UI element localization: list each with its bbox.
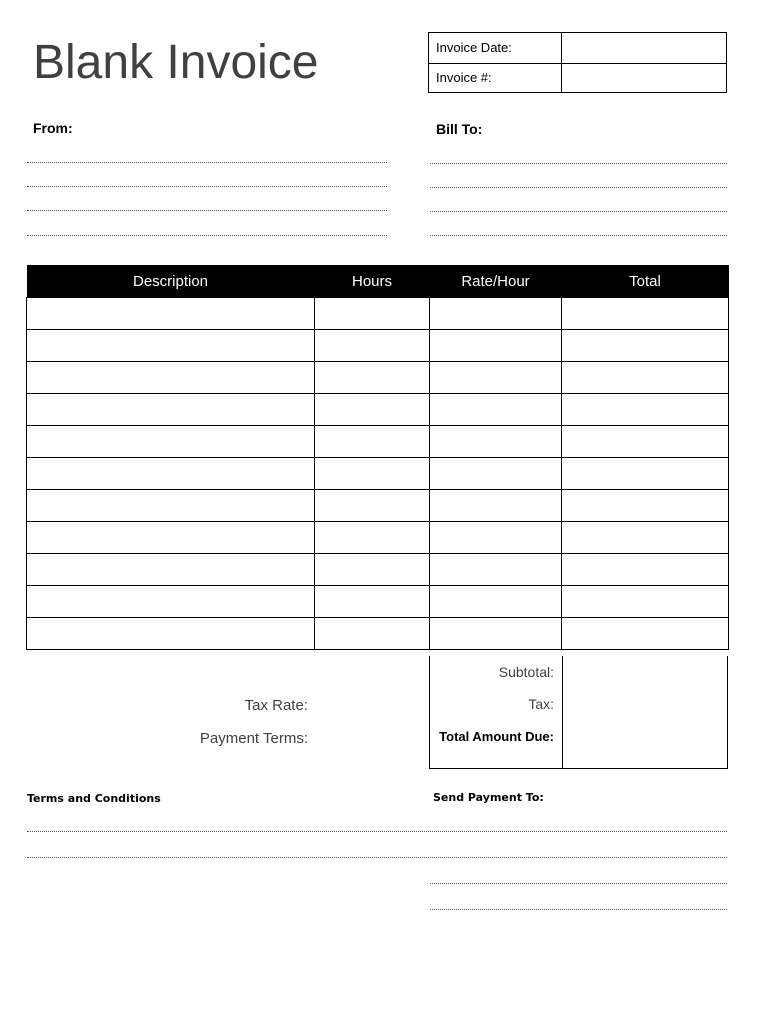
table-row (27, 554, 729, 586)
from-line[interactable] (27, 235, 387, 236)
rate-cell[interactable] (430, 490, 562, 522)
total-cell[interactable] (562, 330, 729, 362)
hours-cell[interactable] (315, 586, 430, 618)
table-row (27, 330, 729, 362)
invoice-number-row (429, 63, 726, 93)
rate-cell[interactable] (430, 554, 562, 586)
hours-cell[interactable] (315, 618, 430, 650)
payment-terms-label: Payment Terms: (199, 730, 308, 747)
from-line[interactable] (27, 162, 387, 163)
total-cell[interactable] (562, 426, 729, 458)
bill-to-heading: Bill To: (436, 121, 483, 137)
total-cell[interactable] (562, 458, 729, 490)
rate-cell[interactable] (430, 618, 562, 650)
description-cell[interactable] (27, 330, 315, 362)
invoice-meta-box (428, 32, 727, 93)
summary-divider (562, 656, 563, 768)
description-cell[interactable] (27, 458, 315, 490)
total-cell[interactable] (562, 298, 729, 330)
table-row (27, 362, 729, 394)
description-cell[interactable] (27, 618, 315, 650)
hours-cell[interactable] (315, 554, 430, 586)
hours-cell[interactable] (315, 522, 430, 554)
rate-cell[interactable] (430, 330, 562, 362)
total-cell[interactable] (562, 586, 729, 618)
bill-to-line[interactable] (430, 163, 727, 164)
table-header-row (27, 265, 729, 298)
rate-cell[interactable] (430, 522, 562, 554)
hours-cell[interactable] (315, 362, 430, 394)
rate-cell[interactable] (430, 362, 562, 394)
hours-cell[interactable] (315, 394, 430, 426)
table-row (27, 394, 729, 426)
description-cell[interactable] (27, 298, 315, 330)
description-header: Description (27, 265, 315, 298)
hours-cell[interactable] (315, 458, 430, 490)
total-cell[interactable] (562, 394, 729, 426)
total-cell[interactable] (562, 618, 729, 650)
table-row (27, 586, 729, 618)
table-row (27, 298, 729, 330)
hours-cell[interactable] (315, 490, 430, 522)
rate-header: Rate/Hour (430, 265, 562, 298)
table-row (27, 490, 729, 522)
total-cell[interactable] (562, 490, 729, 522)
table-row (27, 426, 729, 458)
terms-line[interactable] (27, 831, 727, 832)
rate-cell[interactable] (430, 586, 562, 618)
line-items-table (26, 265, 729, 650)
rate-cell[interactable] (430, 426, 562, 458)
invoice-date-row (429, 33, 726, 64)
description-cell[interactable] (27, 586, 315, 618)
description-cell[interactable] (27, 522, 315, 554)
description-cell[interactable] (27, 554, 315, 586)
terms-heading: Terms and Conditions (27, 792, 161, 805)
bill-to-line[interactable] (430, 211, 727, 212)
total-cell[interactable] (562, 554, 729, 586)
page-title: Blank Invoice (33, 36, 319, 89)
description-cell[interactable] (27, 426, 315, 458)
table-row (27, 618, 729, 650)
total-cell[interactable] (562, 522, 729, 554)
summary-box (429, 656, 728, 769)
from-line[interactable] (27, 186, 387, 187)
description-cell[interactable] (27, 362, 315, 394)
bill-to-line[interactable] (430, 235, 727, 236)
total-header: Total (562, 265, 729, 298)
rate-cell[interactable] (430, 298, 562, 330)
send-payment-heading: Send Payment To: (433, 791, 544, 804)
total-due-label: Total Amount Due: (439, 729, 554, 744)
hours-cell[interactable] (315, 298, 430, 330)
hours-cell[interactable] (315, 330, 430, 362)
send-payment-line[interactable] (430, 909, 727, 910)
invoice-number-field[interactable] (561, 63, 727, 93)
rate-cell[interactable] (430, 458, 562, 490)
invoice-date-label: Invoice Date: (436, 40, 512, 55)
send-payment-line[interactable] (430, 883, 727, 884)
table-row (27, 458, 729, 490)
hours-header: Hours (315, 265, 430, 298)
invoice-number-label: Invoice #: (436, 70, 492, 85)
from-line[interactable] (27, 210, 387, 211)
table-row (27, 522, 729, 554)
description-cell[interactable] (27, 394, 315, 426)
bill-to-line[interactable] (430, 187, 727, 188)
terms-line[interactable] (27, 857, 727, 858)
subtotal-label: Subtotal: (498, 664, 554, 680)
rate-cell[interactable] (430, 394, 562, 426)
invoice-date-field[interactable] (561, 33, 727, 63)
from-heading: From: (33, 120, 73, 136)
hours-cell[interactable] (315, 426, 430, 458)
description-cell[interactable] (27, 490, 315, 522)
tax-rate-label: Tax Rate: (244, 697, 308, 714)
tax-label: Tax: (528, 696, 554, 712)
total-cell[interactable] (562, 362, 729, 394)
